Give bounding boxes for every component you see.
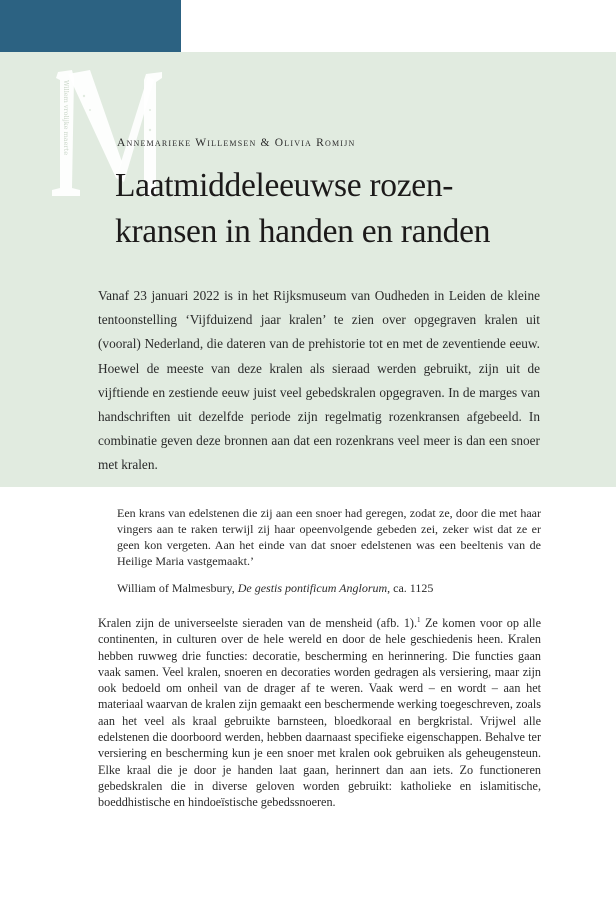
- lead-paragraph: Vanaf 23 januari 2022 is in het Rijksmuseum van Oudheden in Leiden de kleine tentoonstelling ‘Vijfduizend jaar kralen’ te zien over opgegraven kralen uit (vooral) Nederland, die dateren van de prehistorie tot en met de zeventiende eeuw. Hoewel de meeste van deze kralen als sieraad werden gebruikt, zijn uit de vijftiende en zestiende eeuw juist veel gebedskralen opgegraven. In de marges van handschriften uit dezelfde periode zijn regelmatig rozenkransen afgebeeld. In combinatie geven deze bronnen aan dat een rozenkrans veel meer is dan een snoer met kralen.: [98, 288, 540, 473]
- header-color-block: [0, 0, 181, 52]
- initial-inscription: Willem vrolijke maerte: [62, 80, 70, 156]
- title-line-2: kransen in handen en randen: [115, 213, 491, 250]
- epigraph-source: [117, 580, 541, 596]
- quote-work-title: De gestis pontificum Anglorum: [237, 581, 388, 595]
- article-title: [115, 163, 555, 255]
- body-text-part-1: Kralen zijn de universeelste sieraden van de mensheid (afb. 1).: [98, 616, 418, 630]
- quote-date: , ca. 1125: [387, 581, 434, 595]
- quote-author: William of Malmesbury,: [117, 581, 238, 595]
- body-text-part-2: Ze komen voor op alle continenten, in culturen over de hele wereld en door de hele geschiedenis heen. Kralen hebben ruwweg drie functies: decoratie, bescherming en herinnering. Die functies gaan vaak samen. Veel kralen, snoeren en decoraties worden gedragen als versiering, maar zijn ook bedoeld om onheil van de drager af te weren. Vaak werd – en wordt – aan het materiaal waarvan de kralen zijn gemaakt een beschermende werking toegeschreven, zoals aan het veel als kraal gebruikte barnsteen, bloedkoraal en bergkristal. Vrijwel alle edelstenen die doorboord werden, hebben daarnaast specifieke eigenschappen. Behalve ter versiering en bescherming kun je een snoer met kralen ook gebruiken als geheugensteun. Elke kraal die je door je handen laat gaan, herinnert dan aan iets. Zo functioneren gebedskralen die in diverse geloven worden gebruikt: katholieke en islamitische, boeddhistische en hindoeïstische gebedssnoeren.: [98, 616, 541, 810]
- footnote-reference[interactable]: 1: [417, 616, 421, 624]
- title-line-1: Laatmiddeleeuwse rozen-: [115, 167, 454, 204]
- body-paragraph: [98, 615, 541, 811]
- article-authors: Annemarieke Willemsen & Olivia Romijn: [117, 137, 356, 149]
- epigraph-quote: Een krans van edelstenen die zij aan een snoer had geregen, zodat ze, door die met haar vingers aan te raken terwijl zij haar opeenvolgende gebeden zei, zeker wist dat ze er geen kon vergeten. Aan het einde van dat snoer edelstenen was een beeltenis van de Heilige Maria vastgemaakt.’: [117, 506, 541, 568]
